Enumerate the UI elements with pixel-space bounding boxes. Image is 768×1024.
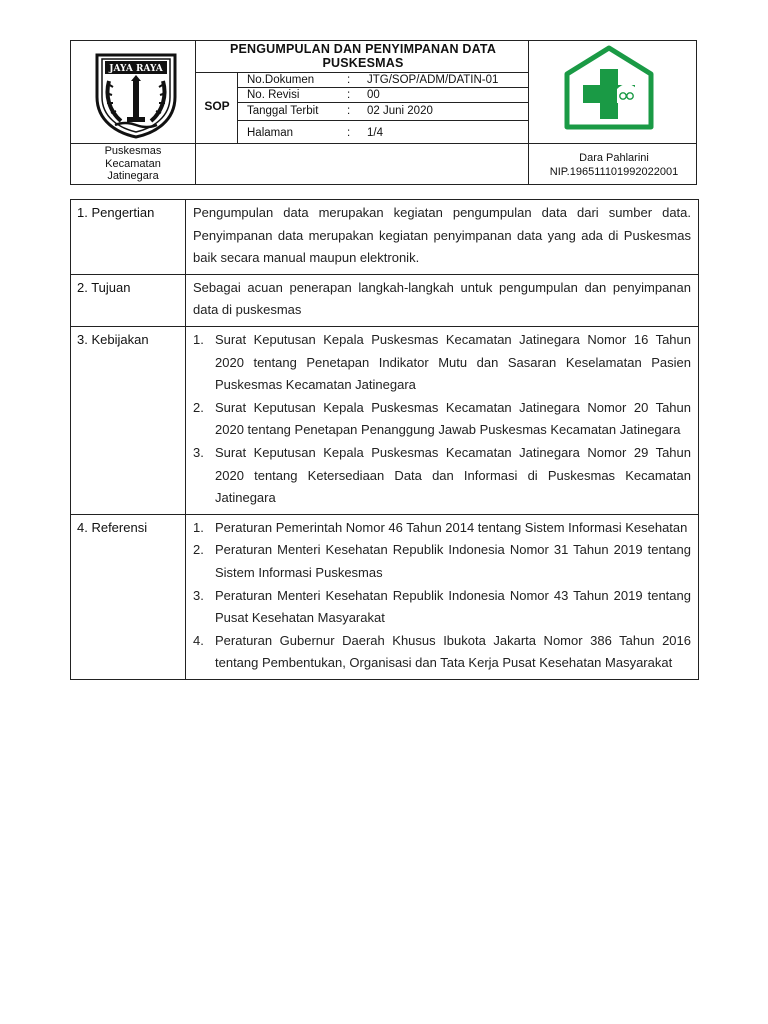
kebijakan-list	[193, 329, 691, 510]
list-item	[193, 585, 691, 630]
meta-colon: :	[347, 74, 351, 86]
list-number: 3.	[193, 587, 204, 603]
sop-content-table	[70, 199, 699, 680]
signer-nip: NIP.196511101992022001	[549, 165, 679, 178]
meta-colon: :	[347, 105, 351, 117]
section-body	[186, 515, 698, 679]
list-item	[193, 517, 691, 540]
list-item	[193, 397, 691, 442]
meta-key: No. Revisi	[247, 89, 300, 101]
jakarta-emblem-logo	[93, 51, 179, 139]
section-referensi	[71, 514, 698, 679]
list-item	[193, 442, 691, 510]
section-label: 1. Pengertian	[71, 200, 186, 274]
list-text: Surat Keputusan Kepala Puskesmas Kecamatan Jatinegara Nomor 16 Tahun 2020 tentang Penetapan Indikator Mutu dan Sasaran Keselamatan Pasien Puskesmas Kecamatan Jatinegara	[215, 331, 691, 393]
meta-value: 1/4	[367, 127, 383, 139]
meta-key: Halaman	[247, 127, 294, 139]
list-text: Peraturan Menteri Kesehatan Republik Indonesia Nomor 43 Tahun 2019 tentang Pusat Kesehatan Masyarakat	[215, 587, 691, 626]
list-text: Peraturan Pemerintah Nomor 46 Tahun 2014 tentang Sistem Informasi Kesehatan	[215, 519, 688, 535]
organization-name	[73, 145, 193, 183]
emblem-text: JAYA RAYA	[109, 64, 163, 74]
list-text: Surat Keputusan Kepala Puskesmas Kecamatan Jatinegara Nomor 20 Tahun 2020 tentang Penetapan Penanggung Jawab Puskesmas Kecamatan Jatinegara	[215, 399, 691, 438]
signature-block	[529, 152, 699, 179]
signer-name: Dara Pahlarini	[579, 152, 649, 164]
section-body	[186, 275, 698, 326]
list-number: 1.	[193, 331, 204, 347]
section-label: 2. Tujuan	[71, 275, 186, 326]
puskesmas-logo	[551, 45, 667, 133]
meta-colon: :	[347, 89, 351, 101]
sop-header	[70, 40, 697, 185]
list-text: Peraturan Menteri Kesehatan Republik Indonesia Nomor 31 Tahun 2019 tentang Sistem Informasi Puskesmas	[215, 542, 691, 580]
meta-colon: :	[347, 127, 351, 139]
list-item	[193, 539, 691, 584]
org-line: Puskesmas	[104, 145, 162, 157]
list-text: Peraturan Gubernur Daerah Khusus Ibukota Jakarta Nomor 386 Tahun 2016 tentang Pembentukan, Organisasi dan Tata Kerja Pusat Kesehatan Masyarakat	[215, 632, 691, 671]
list-text: Surat Keputusan Kepala Puskesmas Kecamatan Jatinegara Nomor 29 Tahun 2020 tentang Ketersediaan Data dan Informasi di Puskesmas Kecamatan Jatinegara	[215, 444, 691, 506]
list-item	[193, 630, 691, 675]
section-label: 4. Referensi	[71, 515, 186, 679]
org-line: Kecamatan	[105, 157, 161, 170]
list-number: 2.	[193, 399, 204, 415]
section-kebijakan	[71, 326, 698, 514]
list-number: 2.	[193, 542, 204, 558]
section-text: Pengumpulan data merupakan kegiatan pengumpulan data dari sumber data. Penyimpanan data merupakan kegiatan penyimpanan data yang ada di Puskesmas baik secara manual maupun elektronik.	[193, 205, 691, 266]
list-number: 1.	[193, 519, 204, 535]
org-line: Jatinegara	[107, 170, 159, 182]
section-tujuan	[71, 274, 698, 326]
section-pengertian	[71, 200, 698, 274]
meta-key: No.Dokumen	[247, 74, 315, 86]
meta-value: JTG/SOP/ADM/DATIN-01	[367, 74, 499, 86]
meta-value: 02 Juni 2020	[367, 105, 433, 117]
meta-value: 00	[367, 89, 380, 101]
section-body	[186, 327, 698, 514]
section-body	[186, 200, 698, 274]
document-title: PENGUMPULAN DAN PENYIMPANAN DATA PUSKESMAS	[229, 42, 497, 70]
section-label: 3. Kebijakan	[71, 327, 186, 514]
sop-label: SOP	[204, 99, 230, 113]
section-text: Sebagai acuan penerapan langkah-langkah untuk pengumpulan dan penyimpanan data di puskesmas	[193, 279, 691, 318]
list-item	[193, 329, 691, 397]
meta-key: Tanggal Terbit	[247, 105, 319, 117]
list-number: 3.	[193, 444, 204, 460]
list-number: 4.	[193, 632, 204, 648]
referensi-list	[193, 517, 691, 675]
